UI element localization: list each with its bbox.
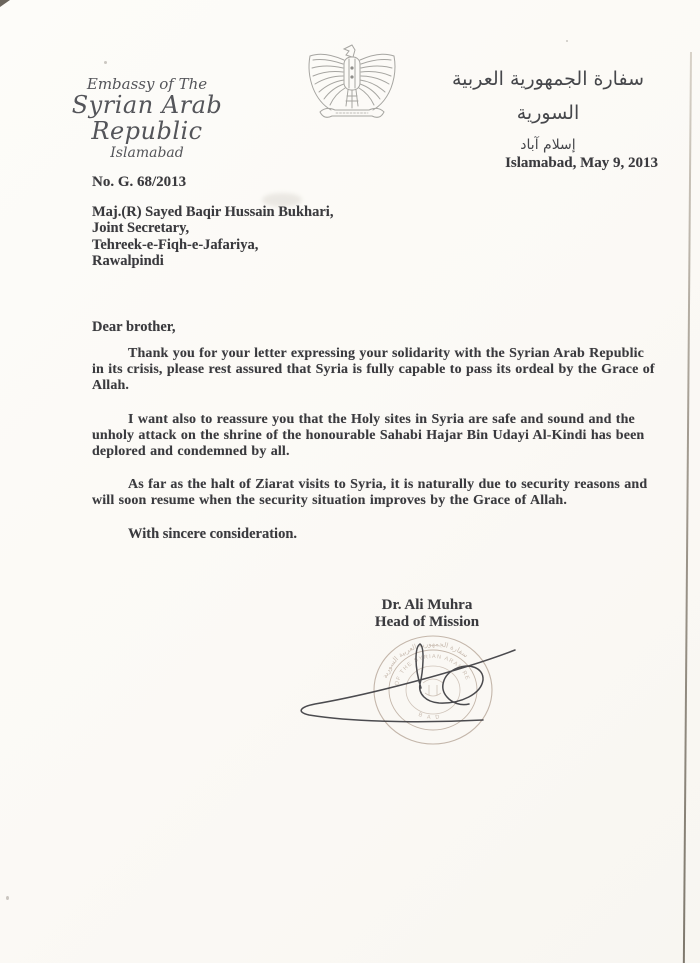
handwritten-signature: [293, 626, 623, 736]
paragraph-line: Allah.: [92, 378, 130, 394]
scan-speck: [104, 61, 107, 64]
body-paragraph-1: [92, 346, 655, 395]
body-paragraph-2: [92, 412, 648, 461]
letterhead-english: [34, 76, 260, 162]
paragraph-line: in its crisis, please rest assured that Syria is fully capable to pass its ordeal by the Grace of: [92, 362, 655, 378]
addressee-line: Tehreek-e-Fiqh-e-Jafariya,: [92, 236, 259, 253]
letterhead-arabic-embassy: سفارة الجمهورية العربية السورية: [452, 68, 644, 124]
addressee-line: Maj.(R) Sayed Baqir Hussain Bukhari,: [92, 204, 334, 220]
signatory-name: Dr. Ali Muhra: [381, 597, 473, 613]
letterhead-arabic: [420, 62, 676, 160]
letterhead-line-3: Islamabad: [110, 145, 184, 161]
stamp-bottom-ring-text: B A D: [417, 712, 442, 722]
scan-speck: [566, 40, 568, 42]
letterhead-arabic-city: إسلام آباد: [520, 137, 576, 153]
letterhead-line-1: Embassy of The: [86, 75, 208, 93]
signatory-title: Head of Mission: [374, 613, 480, 630]
closing-line: With sincere consideration.: [128, 526, 298, 542]
reference-number: No. G. 68/2013: [92, 174, 187, 190]
stamp-arabic-ring-text: سفارة الجمهورية العربية السورية: [380, 639, 470, 680]
paragraph-line: deplored and condemned by all.: [92, 444, 290, 460]
addressee-line: Rawalpindi: [92, 253, 164, 270]
salutation: Dear brother,: [92, 319, 176, 335]
scan-corner-artifact: [0, 0, 10, 7]
paragraph-line: will soon resume when the security situation improves by the Grace of Allah.: [92, 493, 568, 509]
addressee-line: Joint Secretary,: [92, 220, 190, 237]
paragraph-line: Thank you for your letter expressing your solidarity with the Syrian Arab Republic: [128, 346, 645, 361]
paragraph-line: I want also to reassure you that the Holy sites in Syria are safe and sound and the: [128, 412, 635, 427]
paragraph-line: unholy attack on the shrine of the honourable Sahabi Hajar Bin Udayi Al-Kindi has been: [92, 428, 645, 444]
syrian-eagle-emblem-icon: [306, 42, 398, 126]
scan-edge-line: [683, 52, 692, 963]
date-line: Islamabad, May 9, 2013: [505, 155, 658, 171]
stamp-latin-ring-text: OF THE SYRIAN ARAB RE: [394, 653, 471, 687]
scan-speck: [6, 896, 9, 900]
letterhead-line-2: Syrian Arab Republic: [71, 91, 223, 145]
body-paragraph-3: [92, 477, 648, 509]
addressee-block: [92, 204, 333, 270]
paragraph-line: As far as the halt of Ziarat visits to Syria, it is naturally due to security reasons and: [128, 477, 648, 492]
